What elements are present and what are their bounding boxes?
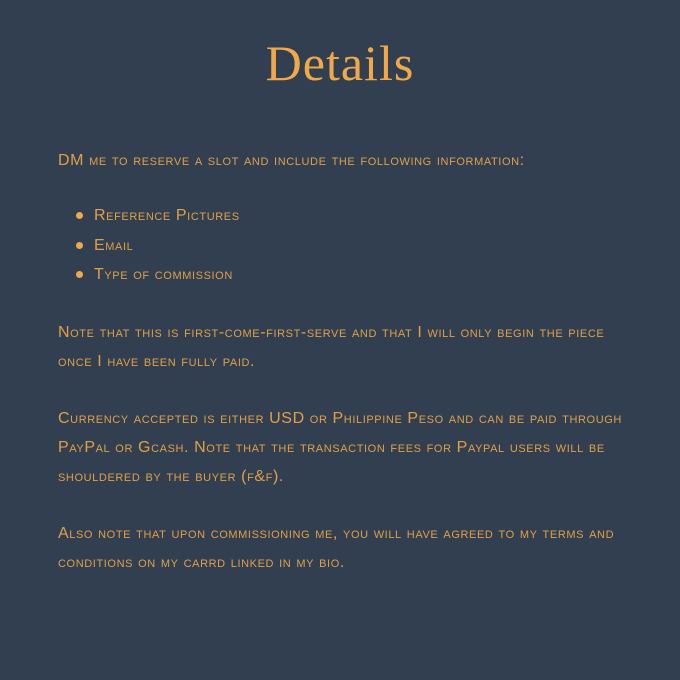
list-item-label: Email	[94, 236, 134, 254]
info-list	[58, 201, 623, 290]
list-item-label: Reference Pictures	[94, 207, 240, 224]
list-item	[74, 231, 623, 261]
details-content	[58, 146, 623, 577]
bullet-icon	[76, 242, 83, 249]
intro-text: DM me to reserve a slot and include the following information:	[58, 152, 525, 169]
bullet-icon	[76, 271, 83, 278]
list-item	[74, 260, 623, 290]
bullet-icon	[76, 212, 83, 219]
currency-note: Currency accepted is either USD or Philippine Peso and can be paid through PayPal or Gcash. Note that the transaction fees for Paypal users will be shouldered by the buyer (f&f).	[58, 409, 622, 485]
list-item-label: Type of commission	[94, 266, 233, 283]
terms-note: Also note that upon commissioning me, you will have agreed to my terms and conditions on my carrd linked in my bio.	[58, 524, 615, 571]
page-title: Details	[265, 35, 415, 91]
list-item	[74, 201, 623, 231]
payment-note: Note that this is first-come-first-serve and that I will only begin the piece once I have been fully paid.	[58, 323, 605, 370]
